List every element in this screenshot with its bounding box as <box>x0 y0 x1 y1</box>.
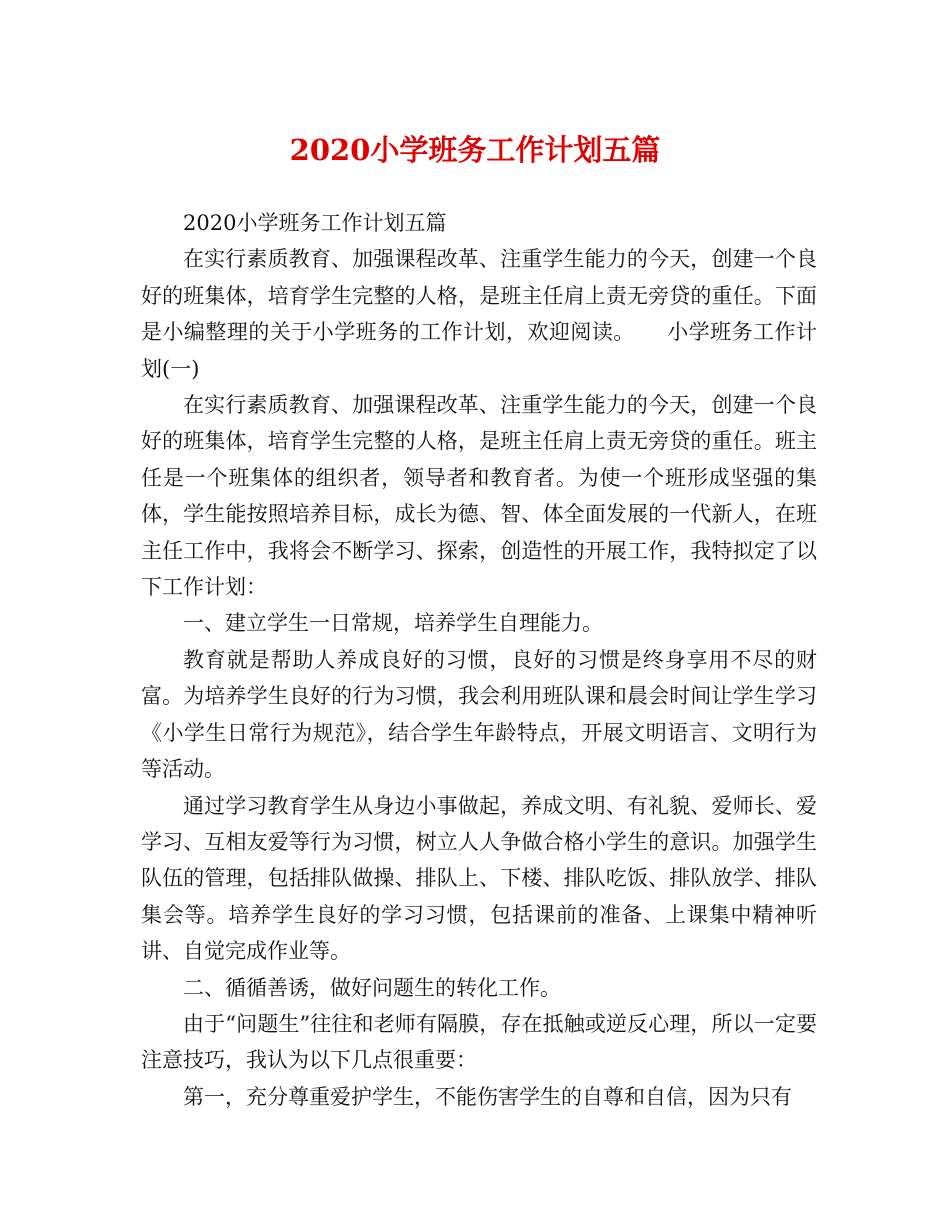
section-heading-two: 二、循循善诱，做好问题生的转化工作。 <box>183 975 561 1000</box>
document-body <box>141 205 817 1115</box>
document-title: 2020小学班务工作计划五篇 <box>289 133 661 167</box>
paragraph-problem-students: 由于“问题生”往往和老师有隔膜，存在抵触或逆反心理，所以一定要注意技巧，我认为以下几点很重要： <box>141 1011 817 1073</box>
paragraph-subtitle: 2020小学班务工作计划五篇 <box>183 211 447 235</box>
paragraph-plan-one-intro: 在实行素质教育、加强课程改革、注重学生能力的今天，创建一个良好的班集体，培育学生完整的人格，是班主任肩上责无旁贷的重任。班主任是一个班集体的组织者，领导者和教育者。为使一个班形成坚强的集体，学生能按照培养目标，成长为德、智、体全面发展的一代新人，在班主任工作中，我将会不断学习、探索，创造性的开展工作，我特拟定了以下工作计划： <box>141 393 817 600</box>
paragraph-discipline: 通过学习教育学生从身边小事做起，养成文明、有礼貌、爱师长、爱学习、互相友爱等行为习惯，树立人人争做合格小学生的意识。加强学生队伍的管理，包括排队做操、排队上、下楼、排队吃饭、排队放学、排队集会等。培养学生良好的学习习惯，包括课前的准备、上课集中精神听讲、自觉完成作业等。 <box>141 793 817 964</box>
paragraph-point-one: 第一，充分尊重爱护学生，不能伤害学生的自尊和自信，因为只有 <box>183 1084 792 1109</box>
paragraph-habits: 教育就是帮助人养成良好的习惯，良好的习惯是终身享用不尽的财富。为培养学生良好的行为习惯，我会利用班队课和晨会时间让学生学习《小学生日常行为规范》，结合学生年龄特点，开展文明语言、文明行为等活动。 <box>141 647 817 782</box>
section-heading-one: 一、建立学生一日常规，培养学生自理能力。 <box>183 611 603 636</box>
paragraph-intro: 在实行素质教育、加强课程改革、注重学生能力的今天，创建一个良好的班集体，培育学生完整的人格，是班主任肩上责无旁贷的重任。下面是小编整理的关于小学班务的工作计划，欢迎阅读。 小学班务工作计划(一) <box>141 247 817 381</box>
